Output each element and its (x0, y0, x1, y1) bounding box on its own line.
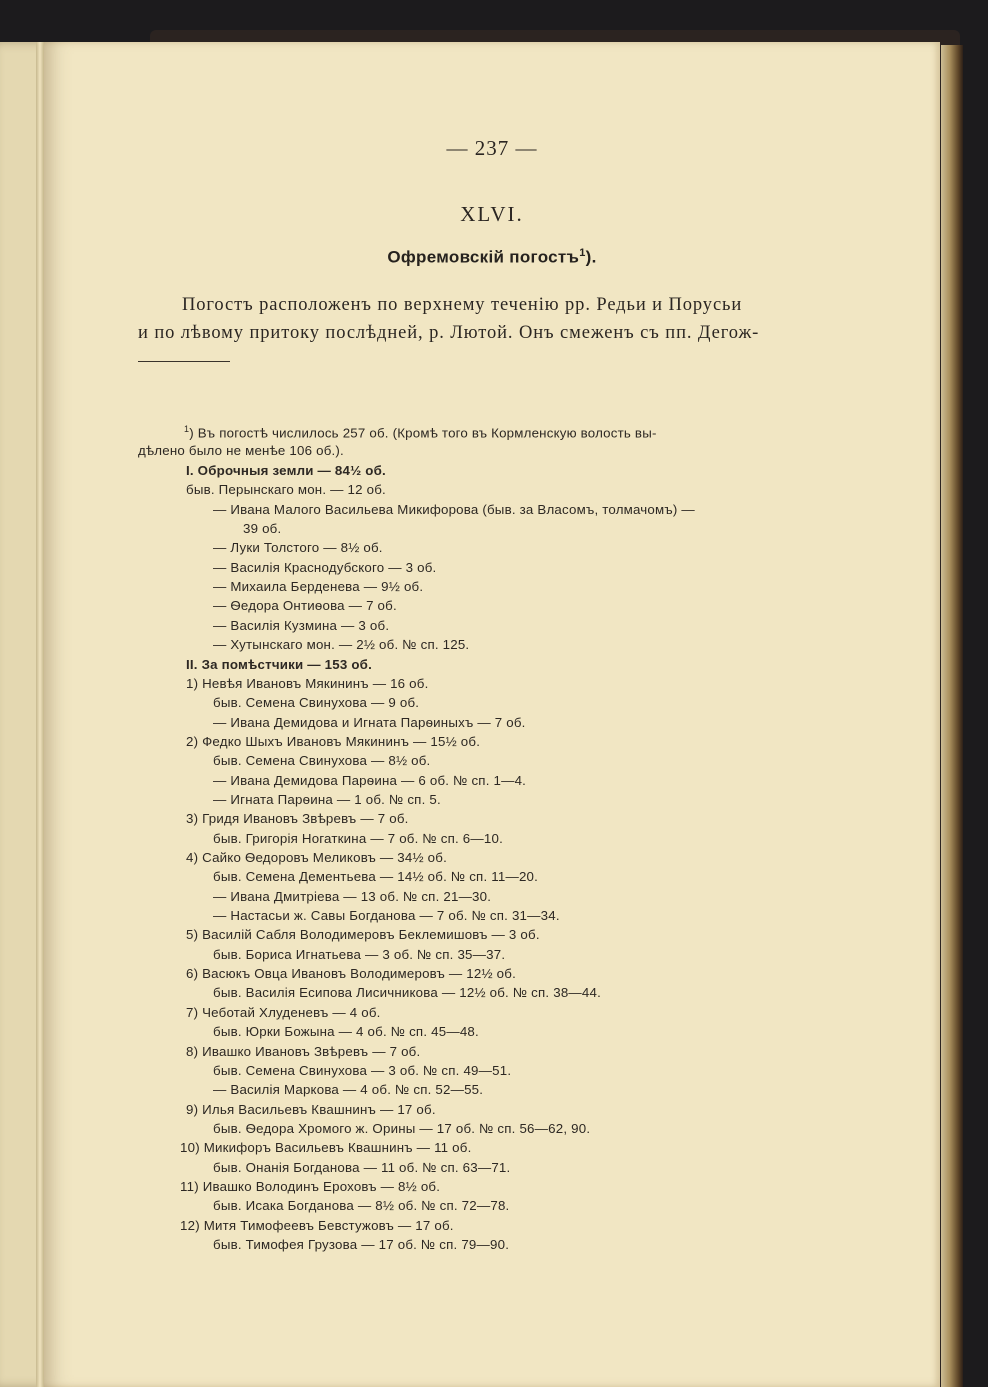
footnote-list-line: — Настасьи ж. Савы Богданова — 7 об. № сп. 31—34. (213, 908, 560, 924)
footnote-list-line: 11) Ивашко Володинъ Ероховъ — 8½ об. (180, 1178, 441, 1194)
footnote-list-line: быв. Григорія Ногаткина — 7 об. № сп. 6—10. (213, 830, 503, 846)
footnote-reference: 1 (579, 247, 586, 259)
footnote-list-line: быв. Тимофея Грузова — 17 об. № сп. 79—90. (213, 1237, 510, 1252)
left-page-fold (36, 42, 44, 1387)
footnote-list-line: II. За помѣстчики — 153 об. (186, 656, 372, 672)
footnote-list-line: — Игната Парѳина — 1 об. № сп. 5. (213, 791, 441, 807)
footnote-list-line: I. Оброчныя земли — 84½ об. (186, 463, 386, 478)
footnote-list-line: 5) Василій Сабля Володимеровъ Беклемишовъ — 3 об. (186, 927, 540, 943)
footnote-list-line: 4) Сайко Ѳедоровъ Меликовъ — 34½ об. (186, 850, 447, 865)
footnote-list-line: 2) Федко Шыхъ Ивановъ Мякининъ — 15½ об. (186, 733, 481, 749)
section-numeral: XLVI. (460, 202, 524, 226)
footnote-list-line: 7) Чеботай Хлуденевъ — 4 об. (186, 1004, 381, 1020)
footnote-divider (138, 361, 230, 362)
footnote-list-line: — Ивана Демидова и Игната Парѳиныхъ — 7 об. (213, 714, 526, 730)
footnote-line (184, 424, 657, 440)
footnote-list-line: быв. Семена Свинухова — 3 об. № сп. 49—51. (213, 1062, 512, 1078)
footnote-list-line: 3) Гридя Ивановъ Звѣревъ — 7 об. (186, 811, 409, 827)
footnote-list-line: — Ивана Дмитріева — 13 об. № сп. 21—30. (213, 888, 492, 904)
footnote-list-line: — Хутынскаго мон. — 2½ об. № сп. 125. (213, 637, 470, 653)
footnote-list-line: быв. Семена Свинухова — 9 об. (213, 695, 420, 711)
footnote-list-line: быв. Семена Свинухова — 8½ об. (213, 753, 431, 769)
footnote-list-line: быв. Юрки Божына — 4 об. № сп. 45—48. (213, 1024, 479, 1040)
footnote-list-line: быв. Онанія Богданова — 11 об. № сп. 63—71. (213, 1159, 511, 1175)
footnote-list-line: быв. Исака Богданова — 8½ об. № сп. 72—78. (213, 1198, 510, 1214)
footnote-list-line: 8) Ивашко Ивановъ Звѣревъ — 7 об. (186, 1043, 421, 1059)
footnote-list-line: — Ѳедора Онтиѳова — 7 об. (213, 598, 397, 614)
body-paragraph-line: и по лѣвому притоку послѣдней, р. Лютой. Онъ смеженъ съ пп. Дегож- (138, 323, 760, 343)
footnote-list-line: — Михаила Берденева — 9½ об. (213, 579, 424, 595)
footnote-list-line: — Василія Кузмина — 3 об. (213, 617, 390, 633)
footnote-list-line: быв. Перынскаго мон. — 12 об. (186, 482, 386, 498)
footnote-text: ) Въ погостѣ числилось 257 об. (Кромѣ того въ Кормленскую волость вы- (189, 425, 657, 441)
section-title (44, 247, 940, 268)
footnote-list-line: 10) Микифоръ Васильевъ Квашнинъ — 11 об. (180, 1140, 472, 1156)
footnote-list-line: — Луки Толстого — 8½ об. (213, 540, 383, 556)
footnote-list-line: 12) Митя Тимофеевъ Бевстужовъ — 17 об. (180, 1217, 454, 1233)
footnote-list-line: 1) Невѣя Ивановъ Мякининъ — 16 об. (186, 675, 429, 691)
footnote-list-line: — Ивана Демидова Парѳина — 6 об. № сп. 1—4. (213, 772, 527, 788)
footnote-list-line: быв. Василія Есипова Лисичникова — 12½ об. № сп. 38—44. (213, 985, 601, 1001)
footnote-list-line: 9) Илья Васильевъ Квашнинъ — 17 об. (186, 1101, 436, 1117)
page-block-edge (941, 45, 963, 1387)
body-paragraph-line: Погостъ расположенъ по верхнему теченію рр. Редьи и Порусьи (182, 295, 743, 315)
footnote-line: дѣлено было не менѣе 106 об.). (138, 443, 344, 458)
footnote-list-line: быв. Семена Дементьева — 14½ об. № сп. 11—20. (213, 869, 539, 885)
title-text: Офремовскій погостъ (387, 247, 580, 267)
page-number: — 237 — (446, 136, 538, 160)
title-closing: ). (585, 247, 597, 267)
footnote-list-line: — Василія Краснодубского — 3 об. (213, 559, 437, 575)
book-page (44, 42, 940, 1387)
footnote-list-line: — Ивана Малого Васильева Микифорова (быв. за Власомъ, толмачомъ) — (213, 501, 695, 517)
footnote-mark: 1 (184, 424, 190, 434)
footnote-list-line: 6) Васюкъ Овца Ивановъ Володимеровъ — 12½ об. (186, 966, 516, 982)
footnote-list-line: быв. Бориса Игнатьева — 3 об. № сп. 35—37. (213, 946, 506, 962)
footnote-list-line: 39 об. (243, 521, 282, 537)
footnote-list-line: — Василія Маркова — 4 об. № сп. 52—55. (213, 1082, 484, 1098)
footnote-list-line: быв. Ѳедора Хромого ж. Орины — 17 об. № сп. 56—62, 90. (213, 1120, 591, 1136)
